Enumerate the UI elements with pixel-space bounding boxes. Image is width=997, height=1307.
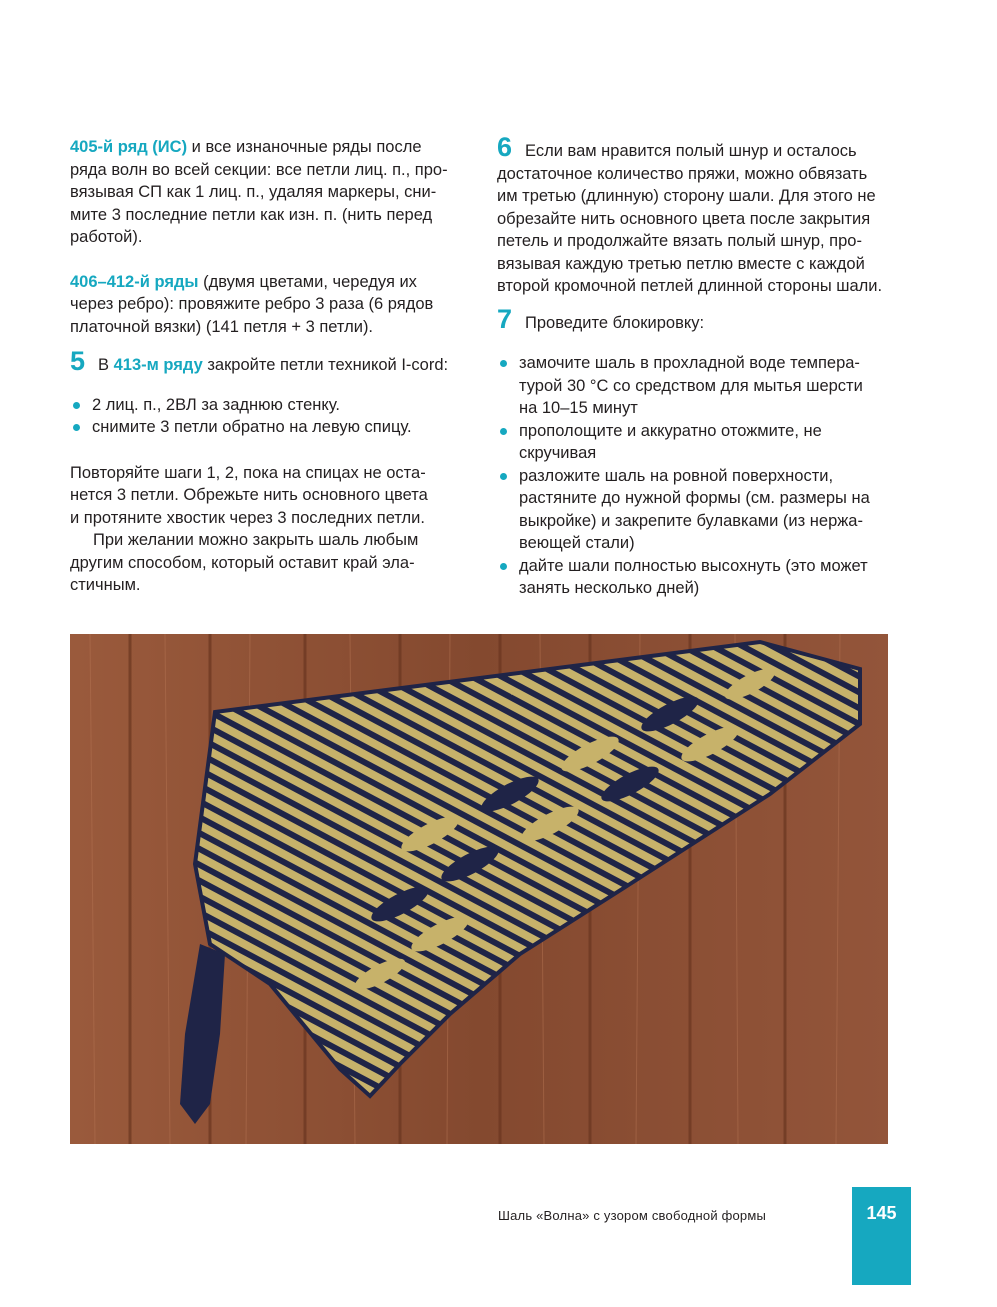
- list-item: замочите шаль в прохладной воде темпера- турой 30 °С со средством для мытья шерсти на 10–15 минут: [497, 352, 897, 420]
- shawl-photo: [70, 634, 888, 1144]
- step-5: [70, 346, 455, 377]
- step-7-text: Проведите блокировку:: [525, 313, 705, 332]
- list-item: 2 лиц. п., 2ВЛ за заднюю стенку.: [70, 394, 455, 417]
- bullet-dot-icon: [73, 402, 80, 409]
- step-7-bullets: [497, 352, 897, 600]
- left-column: [70, 136, 455, 597]
- bullet-dot-icon: [500, 473, 507, 480]
- paragraph-rows-406-412: 406–412-й ряды (двумя цветами, чередуя их через ребро): провяжите ребро 3 раза (6 рядов платочной вязки) (141 петля + 3 петли).: [70, 272, 434, 336]
- paragraph-alternative: При желании можно закрыть шаль любым другим способом, который оставит край эла- стичным.: [70, 531, 419, 594]
- bullet-dot-icon: [73, 424, 80, 431]
- page-number-tab: [852, 1187, 911, 1285]
- paragraph-repeat: Повторяйте шаги 1, 2, пока на спицах не оста- нется 3 петли. Обрежьте нить основного цвета и протяните хвостик через 3 последних петли.: [70, 463, 428, 527]
- bullet-dot-icon: [500, 563, 507, 570]
- right-column: [497, 132, 897, 600]
- bullet-dot-icon: [500, 360, 507, 367]
- step-5-number: 5: [70, 346, 86, 376]
- page-number: 145: [866, 1203, 897, 1223]
- list-item: разложите шаль на ровной поверхности, растяните до нужной формы (см. размеры на выкройке) и закрепите булавками (из нержа- веющей стали): [497, 465, 897, 555]
- shawl-illustration: [70, 634, 888, 1144]
- footer-book-title: Шаль «Волна» с узором свободной формы: [498, 1208, 767, 1223]
- bullet-dot-icon: [500, 428, 507, 435]
- step-6-number: 6: [497, 132, 513, 162]
- list-item: дайте шали полностью высохнуть (это может занять несколько дней): [497, 555, 897, 600]
- rows-406-412-heading: 406–412-й ряды: [70, 272, 199, 291]
- row-405-heading: 405-й ряд (ИС): [70, 138, 188, 156]
- step-5-text: В 413-м ряду закройте петли техникой I-cord:: [98, 356, 449, 374]
- list-item: снимите 3 петли обратно на левую спицу.: [70, 416, 455, 439]
- step-7: [497, 303, 897, 335]
- step-5-bullets: [70, 394, 455, 439]
- step-6: 6 Если вам нравится полый шнур и осталось достаточное количество пряжи, можно обвязать им третью (длинную) сторону шали. Для этого не обрезайте нить основного цвета после закрытия петель и продолжайте вязать полый шнур, про- вязывая каждую третью петлю вместе с каждой второй кромочной петлей длинной стороны шали.: [497, 132, 883, 295]
- step-7-number: 7: [497, 303, 513, 334]
- list-item: прополощите и аккуратно отожмите, не скручивая: [497, 420, 897, 465]
- paragraph-row-405: 405-й ряд (ИС) и все изнаночные ряды после ряда волн во всей секции: все петли лиц. п., про- вязывая СП как 1 лиц. п., удаляя маркеры, сни- мите 3 последние петли как изн. п. (нить перед работой).: [70, 138, 448, 246]
